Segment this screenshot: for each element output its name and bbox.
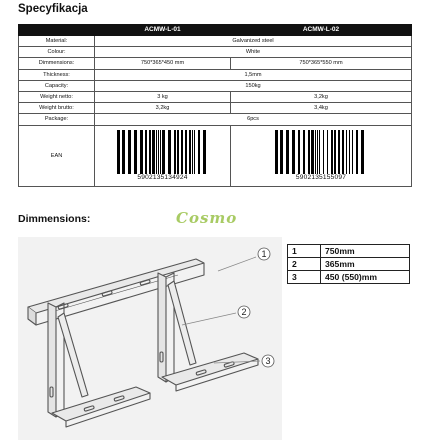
barcode-bar [352,130,353,174]
callout-label: 1 [261,249,267,259]
spec-row-value: 150kg [95,80,412,91]
spec-table [18,24,412,187]
barcode-bar [327,130,328,174]
brand-logo: Cosmo [176,209,238,227]
barcode-bar [275,130,278,174]
barcode-bar [160,130,161,174]
page-title: Specyfikacja [18,3,88,15]
barcode-bar [331,130,333,174]
spec-header-row [19,25,412,36]
barcode-bar [162,130,165,174]
spec-row-value-1: 750*365*450 mm [95,58,231,69]
callout-label: 3 [265,356,271,366]
spec-row-label: Material: [19,36,95,47]
dim-row-value: 450 (550)mm [321,271,410,284]
spec-header-model-2: ACMW-L-02 [231,25,412,36]
dim-row-number: 2 [288,258,321,271]
barcode-number: 5902135134924 [137,173,188,181]
spec-row-package [19,114,412,125]
dim-row-value: 750mm [321,245,410,258]
barcode-bar [185,130,187,174]
spec-row-value-2: 3,2kg [231,91,412,102]
spec-row-value: 6pcs [95,114,412,125]
dim-row [288,258,410,271]
dimensions-title: Dimmensions: [18,213,91,225]
barcode-bar [194,130,195,174]
barcode-bar [334,130,336,174]
barcode-bar [122,130,125,174]
dim-row [288,271,410,284]
barcode-bar [152,130,155,174]
spec-row-label: Capacity: [19,80,95,91]
barcode-bar [145,130,147,174]
spec-row-label: EAN [19,125,95,186]
bracket-drawing [18,237,282,440]
barcode-bar [158,130,159,174]
spec-row-value: White [95,47,412,58]
barcode-bar [181,130,183,174]
bracket-illustration [18,237,282,440]
barcode-bar [280,130,283,174]
barcode-icon [115,130,211,174]
barcode-bar [168,130,171,174]
dim-row-number: 3 [288,271,321,284]
barcode-bar [308,130,310,174]
barcode-bar [192,130,193,174]
barcode-bar [140,130,143,174]
spec-row-weight-netto [19,91,412,102]
dimensions-table [287,244,410,284]
spec-row-dimensions [19,58,412,69]
dim-row [288,245,410,258]
spec-row-value: Galvanized steel [95,36,412,47]
spec-row-weight-brutto [19,103,412,114]
barcode-bar [198,130,200,174]
spec-row-label: Package: [19,114,95,125]
barcode-bar [286,130,289,174]
barcode-bar [338,130,340,174]
barcode-bar [134,130,137,174]
barcode-bar [128,130,131,174]
spec-row-material [19,36,412,47]
barcode-bar [203,130,206,174]
spec-row-value-2: 750*365*550 mm [231,58,412,69]
barcode-icon [273,130,369,174]
spec-row-ean [19,125,412,186]
barcode-bar [174,130,176,174]
spec-row-label: Colour: [19,47,95,58]
spec-row-value: 1,5mm [95,69,412,80]
barcode-number: 5902135155097 [295,173,347,181]
barcode-bar [346,130,347,174]
barcode-bar [156,130,157,174]
spec-row-label: Weight brutto: [19,103,95,114]
barcode-bar [342,130,344,174]
barcode-bar [349,130,350,174]
dim-row-value: 365mm [321,258,410,271]
spec-row-colour [19,47,412,58]
ean-cell-1 [95,125,231,186]
barcode-bar [361,130,364,174]
barcode-bar [315,130,316,174]
spec-header-empty [19,25,95,36]
spec-row-label: Dimmensions: [19,58,95,69]
barcode-bar [117,130,120,174]
barcode-bar [303,130,305,174]
barcode-bar [298,130,300,174]
barcode-bar [292,130,295,174]
barcode-bar [317,130,318,174]
spec-row-value-1: 3,2kg [95,103,231,114]
spec-row-label: Thickness: [19,69,95,80]
spec-row-value-1: 3 kg [95,91,231,102]
spec-row-capacity [19,80,412,91]
barcode-bar [356,130,358,174]
spec-row-thickness [19,69,412,80]
barcode-bar [149,130,151,174]
callout-label: 2 [241,307,247,317]
barcode-bar [177,130,179,174]
barcode-bar [311,130,314,174]
barcode-bar [323,130,324,174]
spec-header-model-1: ACMW-L-01 [95,25,231,36]
ean-cell-2 [231,125,412,186]
barcode-bar [319,130,320,174]
spec-row-label: Weight netto: [19,91,95,102]
dim-row-number: 1 [288,245,321,258]
spec-row-value-2: 3,4kg [231,103,412,114]
barcode-bar [189,130,191,174]
